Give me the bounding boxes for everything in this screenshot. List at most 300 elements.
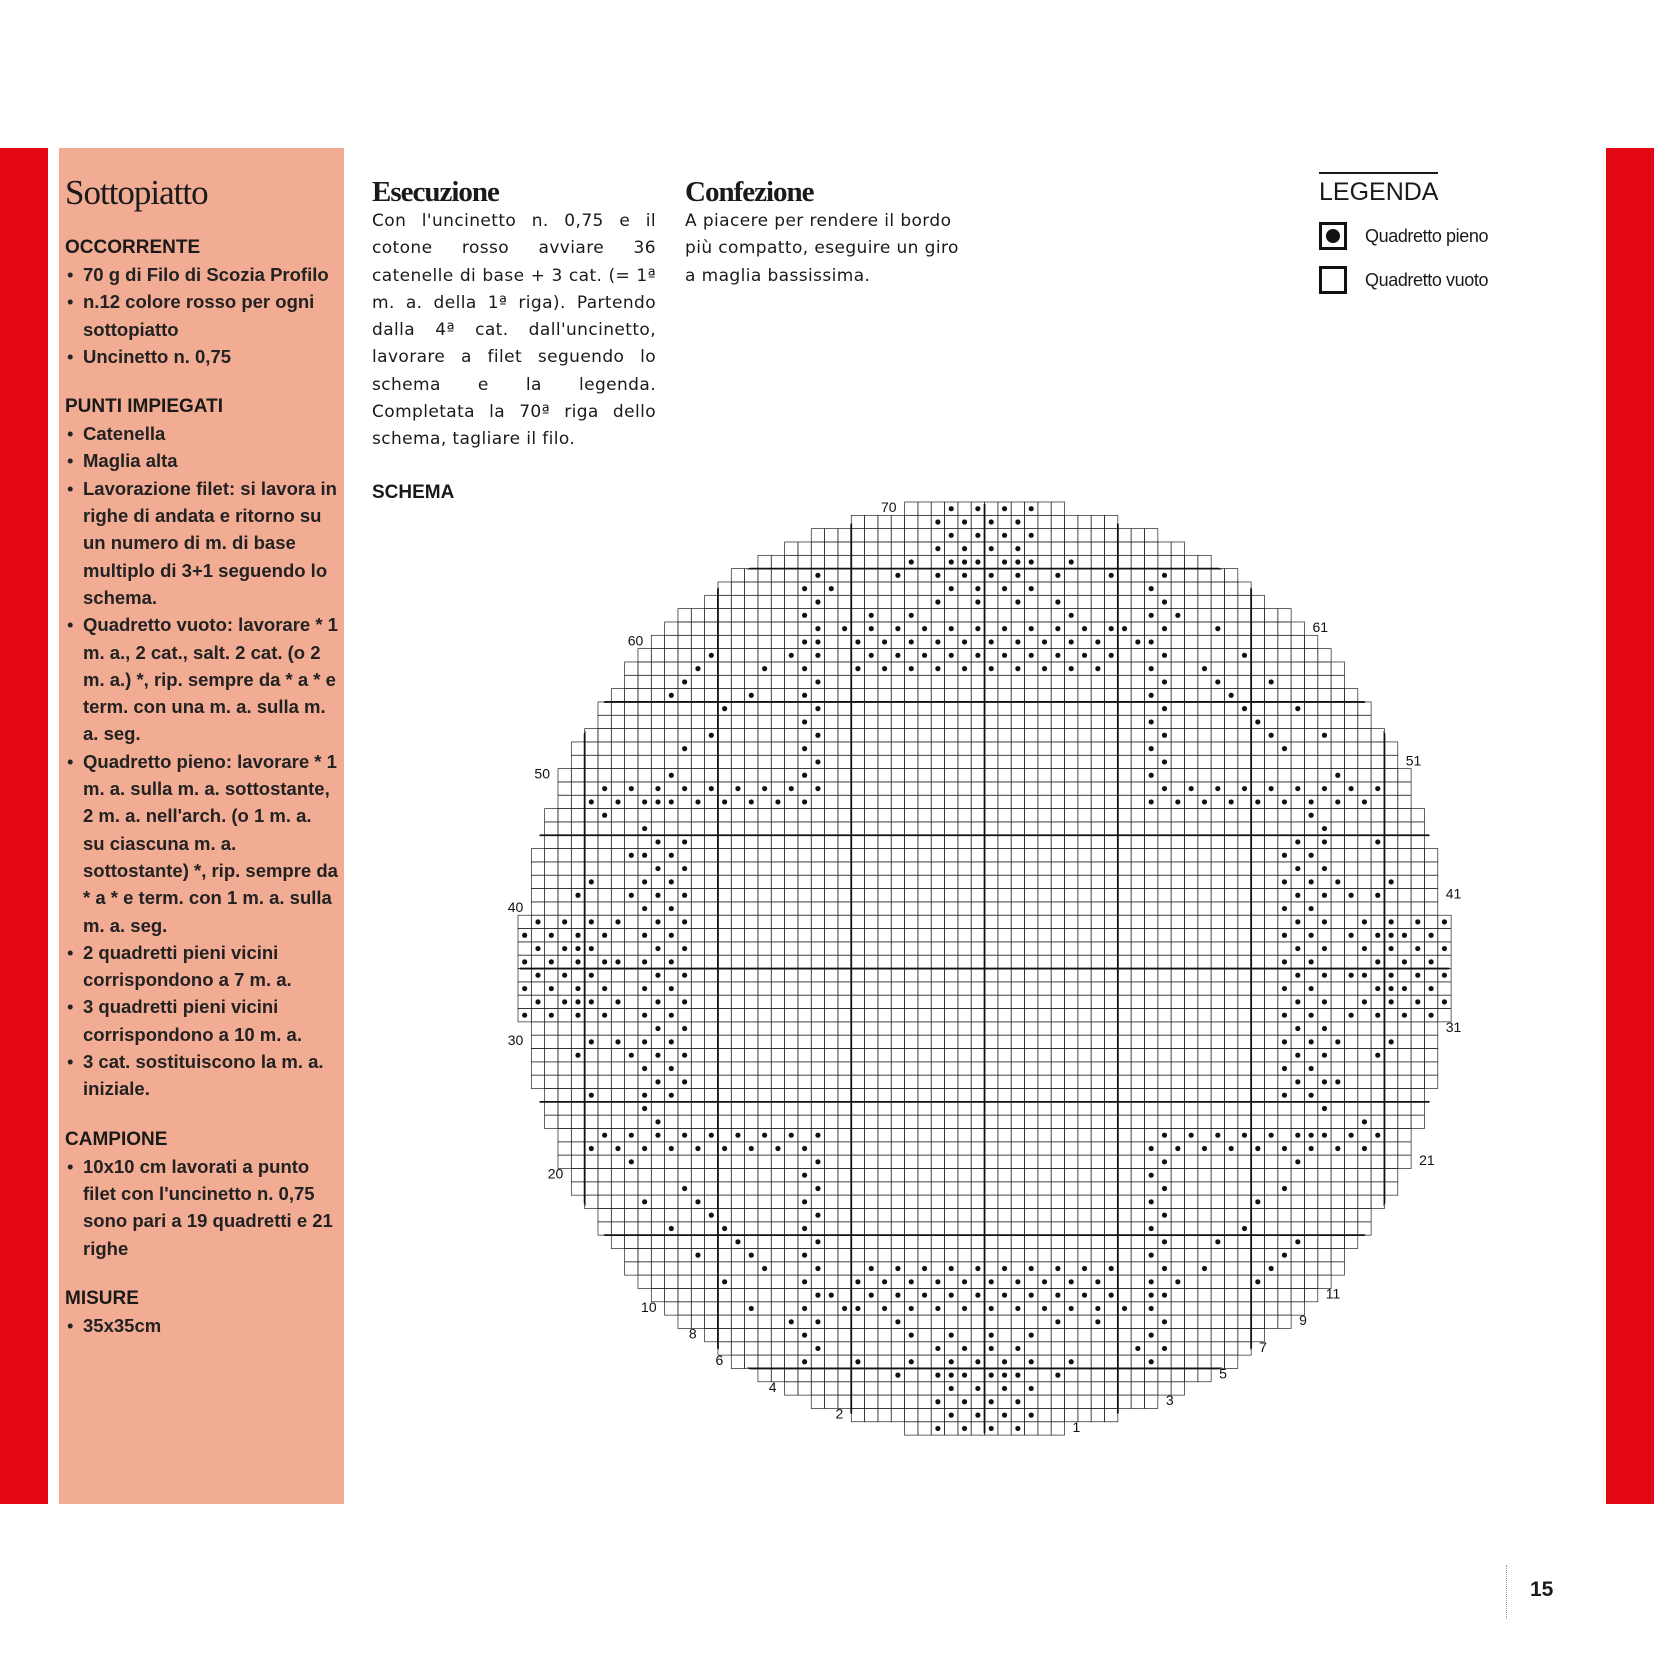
chart-cell (958, 862, 971, 875)
filled-cell-dot (1282, 1013, 1287, 1018)
chart-cell (758, 689, 771, 702)
chart-cell (1371, 875, 1384, 888)
list-item: • Quadretto vuoto: lavorare * 1 m. a., 2 cat., salt. 2 cat. (o 2 m. a.) *, rip. sempre da * a * e term. con una m. a. sulla m. a. seg. (65, 611, 338, 747)
chart-cell (1318, 1235, 1331, 1248)
chart-cell (1238, 902, 1251, 915)
chart-cell (931, 622, 944, 635)
chart-cell (985, 1142, 998, 1155)
chart-cell (905, 542, 918, 555)
chart-cell (1051, 995, 1064, 1008)
chart-cell (1384, 835, 1397, 848)
chart-cell (985, 1155, 998, 1168)
chart-cell (838, 1089, 851, 1102)
chart-cell (811, 582, 824, 595)
chart-cell (1331, 942, 1344, 955)
chart-cell (798, 1315, 811, 1328)
chart-cell (918, 782, 931, 795)
chart-cell (905, 995, 918, 1008)
filled-cell-dot (1015, 639, 1020, 644)
chart-cell (798, 1075, 811, 1088)
chart-cell (571, 969, 584, 982)
chart-cell (1238, 955, 1251, 968)
chart-cell (931, 729, 944, 742)
chart-cell (1185, 809, 1198, 822)
chart-cell (1158, 769, 1171, 782)
chart-cell (1065, 982, 1078, 995)
chart-cell (1065, 849, 1078, 862)
filled-cell-dot (682, 946, 687, 951)
chart-cell (1411, 1089, 1424, 1102)
chart-cell (625, 715, 638, 728)
chart-cell (758, 1009, 771, 1022)
chart-cell (838, 875, 851, 888)
chart-cell (1091, 1262, 1104, 1275)
filled-cell-dot (1309, 906, 1314, 911)
chart-cell (705, 995, 718, 1008)
chart-cell (731, 702, 744, 715)
chart-cell (1051, 875, 1064, 888)
chart-cell (1051, 689, 1064, 702)
chart-cell (1158, 1142, 1171, 1155)
chart-cell (1358, 1089, 1371, 1102)
chart-cell (1318, 902, 1331, 915)
chart-cell (865, 1408, 878, 1421)
filled-cell-dot (802, 586, 807, 591)
chart-cell (1251, 609, 1264, 622)
chart-cell (1131, 1315, 1144, 1328)
chart-cell (771, 969, 784, 982)
chart-cell (1051, 915, 1064, 928)
filled-cell-dot (1295, 1239, 1300, 1244)
chart-cell (705, 1275, 718, 1288)
chart-cell (691, 1049, 704, 1062)
chart-cell (985, 582, 998, 595)
chart-cell (1224, 769, 1237, 782)
chart-cell (545, 1089, 558, 1102)
filled-cell-dot (1429, 1013, 1434, 1018)
chart-cell (731, 1275, 744, 1288)
chart-cell (585, 1075, 598, 1088)
chart-cell (665, 1169, 678, 1182)
chart-cell (878, 582, 891, 595)
chart-cell (811, 809, 824, 822)
chart-cell (878, 849, 891, 862)
filled-cell-dot (909, 1306, 914, 1311)
filled-cell-dot (1122, 1306, 1127, 1311)
filled-cell-dot (749, 693, 754, 698)
chart-cell (865, 1009, 878, 1022)
chart-cell (971, 1248, 984, 1261)
chart-cell (1011, 1089, 1024, 1102)
chart-cell (945, 1315, 958, 1328)
chart-cell (1091, 1355, 1104, 1368)
chart-cell (1051, 1169, 1064, 1182)
chart-cell (838, 542, 851, 555)
chart-cell (1158, 1115, 1171, 1128)
chart-cell (1118, 555, 1131, 568)
chart-cell (745, 1342, 758, 1355)
chart-cell (931, 982, 944, 995)
chart-cell (1185, 1235, 1198, 1248)
chart-cell (691, 635, 704, 648)
chart-cell (1238, 1142, 1251, 1155)
chart-cell (1211, 1302, 1224, 1315)
chart-cell (798, 1382, 811, 1395)
chart-cell (785, 1022, 798, 1035)
chart-cell (611, 889, 624, 902)
chart-cell (1078, 995, 1091, 1008)
chart-cell (1025, 595, 1038, 608)
chart-cell (571, 1129, 584, 1142)
chart-cell (665, 995, 678, 1008)
chart-cell (1224, 1275, 1237, 1288)
chart-cell (1224, 835, 1237, 848)
filled-cell-dot (1282, 1093, 1287, 1098)
filled-cell-dot (535, 973, 540, 978)
chart-cell (1438, 955, 1451, 968)
filled-cell-dot (749, 1146, 754, 1151)
chart-cell (745, 1328, 758, 1341)
chart-cell (1291, 902, 1304, 915)
chart-cell (798, 929, 811, 942)
chart-cell (825, 595, 838, 608)
chart-cell (745, 702, 758, 715)
chart-cell (598, 1208, 611, 1221)
chart-cell (638, 1022, 651, 1035)
chart-cell (785, 635, 798, 648)
chart-cell (638, 862, 651, 875)
chart-cell (1091, 1129, 1104, 1142)
list-item: • 10x10 cm lavorati a punto filet con l'uncinetto n. 0,75 sono pari a 19 quadretti e 21 righe (65, 1153, 338, 1262)
chart-cell (1038, 515, 1051, 528)
chart-cell (891, 529, 904, 542)
chart-cell (1051, 1115, 1064, 1128)
chart-cell (745, 1009, 758, 1022)
chart-cell (1078, 1342, 1091, 1355)
chart-cell (1118, 649, 1131, 662)
chart-cell (1105, 1155, 1118, 1168)
chart-cell (1411, 822, 1424, 835)
chart-cell (1251, 649, 1264, 662)
chart-cell (971, 795, 984, 808)
filled-cell-dot (1162, 653, 1167, 658)
filled-cell-dot (629, 893, 634, 898)
chart-cell (665, 1129, 678, 1142)
chart-cell (825, 875, 838, 888)
chart-cell (1105, 769, 1118, 782)
chart-cell (878, 1049, 891, 1062)
chart-cell (1384, 822, 1397, 835)
filled-cell-dot (855, 1306, 860, 1311)
chart-cell (638, 835, 651, 848)
chart-cell (1025, 515, 1038, 528)
esecuzione-heading: Esecuzione (372, 176, 499, 208)
chart-cell (1145, 1208, 1158, 1221)
filled-cell-dot (1162, 1346, 1167, 1351)
chart-cell (1011, 809, 1024, 822)
chart-cell (838, 1022, 851, 1035)
chart-cell (838, 742, 851, 755)
chart-cell (1131, 955, 1144, 968)
chart-cell (1358, 1035, 1371, 1048)
chart-cell (945, 1089, 958, 1102)
chart-cell (878, 1155, 891, 1168)
chart-cell (958, 1355, 971, 1368)
chart-cell (918, 702, 931, 715)
chart-cell (1264, 1275, 1277, 1288)
chart-cell (865, 1115, 878, 1128)
chart-cell (731, 1062, 744, 1075)
filled-cell-dot (1282, 986, 1287, 991)
chart-cell (625, 969, 638, 982)
chart-cell (838, 822, 851, 835)
chart-cell (798, 622, 811, 635)
chart-cell (785, 942, 798, 955)
chart-cell (611, 1129, 624, 1142)
chart-cell (518, 942, 531, 955)
chart-cell (571, 875, 584, 888)
chart-cell (865, 1089, 878, 1102)
chart-cell (1145, 729, 1158, 742)
chart-cell (1105, 915, 1118, 928)
chart-cell (1198, 1022, 1211, 1035)
chart-cell (1344, 1089, 1357, 1102)
chart-cell (1264, 1195, 1277, 1208)
filled-cell-dot (1349, 786, 1354, 791)
chart-cell (1145, 862, 1158, 875)
chart-cell (825, 1115, 838, 1128)
chart-cell (1038, 1049, 1051, 1062)
chart-cell (785, 1382, 798, 1395)
chart-cell (1011, 689, 1024, 702)
chart-cell (891, 1089, 904, 1102)
chart-cell (891, 662, 904, 675)
chart-cell (1105, 1382, 1118, 1395)
filled-cell-dot (949, 1359, 954, 1364)
chart-cell (1304, 822, 1317, 835)
chart-cell (1145, 1235, 1158, 1248)
filled-cell-dot (1242, 706, 1247, 711)
chart-cell (1171, 662, 1184, 675)
chart-cell (985, 1115, 998, 1128)
chart-cell (985, 689, 998, 702)
chart-cell (1118, 875, 1131, 888)
chart-cell (865, 942, 878, 955)
chart-cell (1185, 1049, 1198, 1062)
chart-cell (1025, 1342, 1038, 1355)
chart-cell (665, 1155, 678, 1168)
chart-cell (851, 795, 864, 808)
chart-cell (811, 1328, 824, 1341)
chart-cell (878, 835, 891, 848)
filled-cell-dot (1015, 1279, 1020, 1284)
filled-cell-dot (629, 853, 634, 858)
chart-cell (1038, 1408, 1051, 1421)
filled-cell-dot (1175, 613, 1180, 618)
chart-cell (1238, 995, 1251, 1008)
chart-cell (625, 1222, 638, 1235)
filled-cell-dot (815, 733, 820, 738)
chart-cell (1371, 809, 1384, 822)
chart-cell (931, 1408, 944, 1421)
filled-cell-dot (1015, 599, 1020, 604)
chart-cell (1011, 1062, 1024, 1075)
chart-cell (1185, 902, 1198, 915)
chart-cell (785, 1009, 798, 1022)
chart-cell (971, 1089, 984, 1102)
chart-cell (851, 1195, 864, 1208)
filled-cell-dot (1415, 999, 1420, 1004)
chart-cell (771, 902, 784, 915)
filled-cell-dot (1149, 693, 1154, 698)
filled-cell-dot (655, 799, 660, 804)
chart-cell (1291, 1262, 1304, 1275)
filled-cell-dot (975, 653, 980, 658)
chart-cell (678, 1275, 691, 1288)
chart-cell (1051, 849, 1064, 862)
filled-cell-dot (655, 1119, 660, 1124)
chart-cell (665, 969, 678, 982)
chart-cell (971, 1328, 984, 1341)
chart-cell (945, 942, 958, 955)
chart-cell (1238, 1275, 1251, 1288)
chart-cell (718, 649, 731, 662)
chart-cell (1185, 835, 1198, 848)
chart-cell (1224, 1208, 1237, 1221)
chart-cell (1025, 742, 1038, 755)
chart-cell (1091, 702, 1104, 715)
chart-cell (1251, 1009, 1264, 1022)
filled-cell-dot (1402, 1013, 1407, 1018)
chart-cell (865, 822, 878, 835)
chart-cell (931, 1328, 944, 1341)
filled-cell-dot (629, 1053, 634, 1058)
chart-cell (1171, 1328, 1184, 1341)
chart-cell (1264, 742, 1277, 755)
chart-cell (1065, 1062, 1078, 1075)
chart-cell (691, 1302, 704, 1315)
chart-cell (918, 769, 931, 782)
chart-cell (785, 1328, 798, 1341)
filled-cell-dot (682, 839, 687, 844)
chart-cell (931, 1208, 944, 1221)
filled-cell-dot (1109, 573, 1114, 578)
chart-cell (625, 1009, 638, 1022)
chart-cell (1025, 849, 1038, 862)
chart-cell (745, 862, 758, 875)
filled-cell-dot (1282, 1253, 1287, 1258)
chart-cell (918, 1075, 931, 1088)
filled-cell-dot (669, 1146, 674, 1151)
chart-cell (585, 782, 598, 795)
filled-cell-dot (1362, 999, 1367, 1004)
chart-cell (1224, 1342, 1237, 1355)
filled-cell-dot (669, 1013, 674, 1018)
chart-cell (1211, 595, 1224, 608)
chart-cell (1251, 622, 1264, 635)
chart-cell (651, 1235, 664, 1248)
chart-cell (825, 1195, 838, 1208)
chart-cell (905, 1089, 918, 1102)
chart-cell (1358, 1169, 1371, 1182)
chart-cell (1118, 715, 1131, 728)
chart-cell (1238, 809, 1251, 822)
chart-cell (1371, 822, 1384, 835)
chart-cell (1411, 1049, 1424, 1062)
chart-cell (998, 755, 1011, 768)
chart-cell (1171, 555, 1184, 568)
chart-cell (851, 1222, 864, 1235)
chart-cell (1264, 635, 1277, 648)
filled-cell-dot (1122, 626, 1127, 631)
filled-cell-dot (1322, 973, 1327, 978)
chart-cell (825, 995, 838, 1008)
chart-cell (1211, 982, 1224, 995)
chart-cell (691, 982, 704, 995)
chart-cell (1011, 502, 1024, 515)
chart-cell (718, 1315, 731, 1328)
chart-cell (1331, 1009, 1344, 1022)
chart-cell (825, 609, 838, 622)
chart-cell (785, 809, 798, 822)
chart-cell (811, 889, 824, 902)
chart-cell (1038, 1248, 1051, 1261)
chart-cell (1025, 1089, 1038, 1102)
filled-cell-dot (802, 799, 807, 804)
chart-cell (838, 1129, 851, 1142)
chart-cell (598, 995, 611, 1008)
row-number-label: 61 (1312, 618, 1329, 635)
chart-cell (825, 1142, 838, 1155)
chart-cell (1185, 1302, 1198, 1315)
chart-cell (571, 862, 584, 875)
chart-cell (1198, 569, 1211, 582)
filled-cell-dot (1015, 546, 1020, 551)
chart-cell (1051, 1328, 1064, 1341)
chart-cell (1278, 649, 1291, 662)
chart-cell (585, 902, 598, 915)
chart-cell (758, 835, 771, 848)
filled-cell-dot (1002, 1413, 1007, 1418)
chart-cell (1318, 1248, 1331, 1261)
chart-cell (1211, 795, 1224, 808)
filled-cell-dot (1149, 666, 1154, 671)
chart-cell (785, 1302, 798, 1315)
chart-cell (1038, 835, 1051, 848)
chart-cell (785, 822, 798, 835)
chart-cell (1251, 915, 1264, 928)
chart-cell (1051, 1208, 1064, 1221)
chart-cell (571, 1182, 584, 1195)
chart-cell (1158, 742, 1171, 755)
chart-cell (598, 1075, 611, 1088)
chart-cell (1078, 1049, 1091, 1062)
chart-cell (718, 1009, 731, 1022)
chart-cell (731, 662, 744, 675)
chart-cell (1185, 929, 1198, 942)
chart-cell (811, 929, 824, 942)
chart-cell (771, 915, 784, 928)
chart-cell (558, 955, 571, 968)
chart-cell (1224, 1302, 1237, 1315)
chart-cell (918, 1382, 931, 1395)
chart-cell (758, 1195, 771, 1208)
chart-cell (838, 729, 851, 742)
chart-cell (891, 955, 904, 968)
chart-cell (1131, 929, 1144, 942)
chart-cell (1091, 1075, 1104, 1088)
chart-cell (1198, 555, 1211, 568)
